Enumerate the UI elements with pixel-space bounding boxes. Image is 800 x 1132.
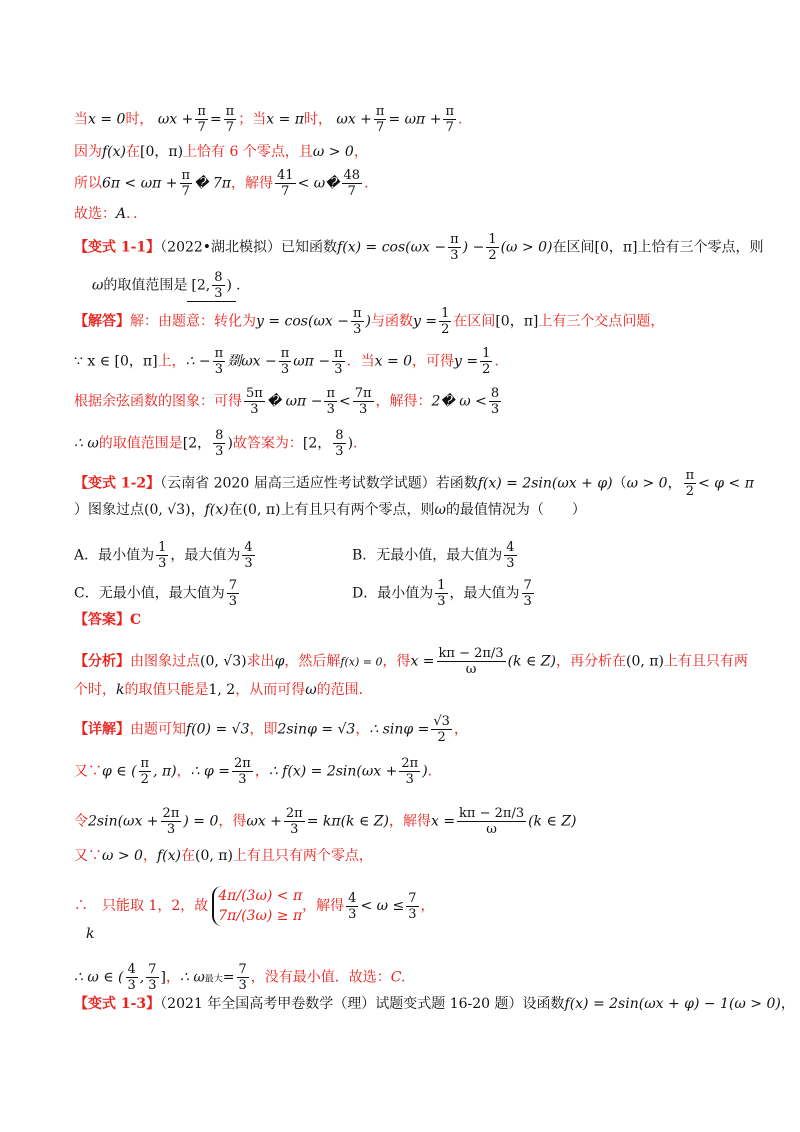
text: ，得 bbox=[218, 813, 247, 830]
math: = ωπ + bbox=[388, 111, 442, 128]
math: (0, π) bbox=[242, 502, 281, 518]
math: ∴ ω bbox=[179, 969, 205, 986]
text: . bbox=[353, 435, 358, 452]
fraction: $\frac{4}{3}$ bbox=[127, 962, 136, 993]
text: ， bbox=[667, 475, 682, 492]
math: (0, √3) bbox=[200, 653, 247, 670]
variant-1-3 bbox=[74, 994, 795, 1014]
math: , π) bbox=[153, 763, 177, 780]
math: ∴ f(x) = 2sin(ωx + bbox=[268, 763, 398, 780]
text: 的取值范围是 bbox=[103, 277, 188, 294]
text: ）图象过点 bbox=[74, 502, 144, 518]
math: ω bbox=[305, 682, 317, 698]
text: . bbox=[364, 175, 369, 192]
detail-line-4 bbox=[74, 846, 373, 866]
text: 在 bbox=[228, 502, 243, 518]
math: ) bbox=[227, 435, 233, 452]
text: （2021 年全国高考甲卷数学（理）试题变式题 16-20 题）设函数 bbox=[160, 996, 565, 1012]
fraction: $\frac{\pi}{3}$ bbox=[214, 346, 224, 377]
text: 上有且只有两个零点，则 bbox=[280, 502, 435, 518]
math: ) − bbox=[462, 239, 485, 256]
fraction: $\frac{\pi}{3}$ bbox=[334, 346, 343, 377]
fraction: $\frac{2\pi}{3}$ bbox=[401, 756, 419, 787]
math: < φ < π bbox=[698, 475, 754, 492]
text: 解：由题意：转化为 bbox=[130, 313, 256, 330]
text: ， bbox=[353, 144, 368, 160]
math: φ ∈ ( bbox=[102, 763, 137, 780]
text: ，最大值为 bbox=[449, 585, 520, 602]
text: 根据余弦函数的图象：可得 bbox=[74, 393, 242, 410]
math: , bbox=[139, 969, 145, 986]
fraction: $\frac{1}{2}$ bbox=[488, 232, 497, 263]
solution-1-1-line-4 bbox=[74, 428, 357, 459]
text: 当 bbox=[74, 111, 88, 128]
math: f(x) = 2sin(ωx + φ) bbox=[477, 475, 613, 492]
fraction: $\frac{8}{3}$ bbox=[490, 386, 500, 417]
text: 上恰有三个零点，则 bbox=[637, 239, 764, 256]
math: ωπ − bbox=[293, 353, 331, 370]
option-a[interactable] bbox=[74, 540, 257, 571]
math: C. bbox=[390, 969, 406, 986]
math: f(x) bbox=[102, 144, 127, 160]
math: [0，π] bbox=[594, 239, 638, 256]
math: [0，π] bbox=[495, 313, 539, 330]
math: ) bbox=[365, 313, 371, 330]
math: f(x) = 2sin(ωx + φ) − 1(ω > 0) bbox=[564, 996, 781, 1012]
text: ．当 bbox=[346, 353, 375, 370]
text: （2022•湖北模拟）已知函数 bbox=[160, 239, 338, 256]
math: f(0) = √3 bbox=[186, 721, 250, 738]
fraction: $\frac{7}{3}$ bbox=[228, 578, 237, 609]
solution-line-2 bbox=[74, 142, 368, 162]
text: 上有且只有两个零点， bbox=[232, 848, 373, 864]
analysis-tag: 【分析】 bbox=[74, 653, 130, 670]
text: ， bbox=[176, 763, 191, 780]
solution-1-1-line-1 bbox=[74, 306, 664, 337]
math: 2� ω < bbox=[431, 393, 487, 410]
math: = bbox=[209, 111, 222, 128]
analysis-line-2 bbox=[74, 680, 373, 700]
text: ， bbox=[190, 502, 205, 518]
text: ，解得 bbox=[302, 898, 345, 914]
detail-tag: 【详解】 bbox=[74, 721, 130, 738]
math: � 7π bbox=[194, 175, 232, 192]
text: 的取值范围是 bbox=[98, 435, 183, 452]
solution-1-1-line-2 bbox=[74, 346, 499, 377]
text: 的范围． bbox=[316, 682, 373, 698]
text: ，可得 bbox=[412, 353, 455, 370]
text: ，没有最小值．故选： bbox=[250, 969, 391, 986]
math: ∵ x ∈ [0，π] bbox=[74, 353, 158, 370]
math: 1, 2 bbox=[208, 682, 236, 698]
text: 的最值情况为（ ） bbox=[445, 502, 586, 518]
text: ，即 bbox=[249, 721, 278, 738]
math: x = 0 bbox=[374, 353, 413, 370]
fraction: $\frac{1}{3}$ bbox=[437, 578, 446, 609]
text: 在 bbox=[180, 848, 195, 864]
text: ．． bbox=[126, 206, 148, 222]
text: . bbox=[427, 763, 433, 780]
fraction: $\frac{7}{3}$ bbox=[238, 962, 247, 993]
math: 剟ωx − bbox=[227, 353, 277, 370]
fraction: $\frac{1}{2}$ bbox=[482, 346, 491, 377]
text: ；当 bbox=[238, 111, 267, 128]
fraction: $\frac{\pi}{7}$ bbox=[181, 168, 191, 199]
fraction: $\frac{\pi}{3}$ bbox=[352, 306, 362, 337]
fraction: $\frac{\pi}{3}$ bbox=[326, 386, 335, 417]
math: ] bbox=[160, 969, 166, 986]
text: ，再分析在 bbox=[555, 653, 626, 670]
math: ∴ φ = bbox=[190, 763, 230, 780]
text: ， bbox=[254, 763, 269, 780]
fraction: $\frac{k\pi - 2\pi/3}{\omega}$ bbox=[438, 646, 504, 677]
inequality-1: 4π/(3ω) < π bbox=[218, 888, 303, 904]
variant-1-1 bbox=[74, 232, 764, 263]
math: (0, π) bbox=[625, 653, 664, 670]
option-d[interactable] bbox=[352, 578, 536, 609]
solution-line-4 bbox=[74, 204, 147, 224]
text: （云南省 2020 届高三适应性考试数学试题）若函数 bbox=[160, 475, 478, 492]
math: f(x) bbox=[156, 848, 181, 864]
fraction: $\frac{1}{3}$ bbox=[158, 540, 167, 571]
math: A bbox=[116, 206, 127, 222]
variant-tag: 【变式 1-1】 bbox=[74, 239, 161, 256]
fraction: $\frac{2\pi}{3}$ bbox=[234, 756, 251, 787]
text: 上， bbox=[157, 353, 186, 370]
math: ∴ sinφ = bbox=[369, 721, 430, 738]
math: � ωπ − bbox=[266, 393, 323, 410]
text: B．无最小值，最大值为 bbox=[352, 547, 503, 564]
text: ， bbox=[355, 721, 370, 738]
math: ωx + bbox=[157, 111, 194, 128]
variant-tag: 【变式 1-2】 bbox=[74, 475, 161, 492]
subscript: 最大 bbox=[204, 974, 223, 985]
answer-tag: 【答案】 bbox=[74, 612, 130, 628]
math: x = bbox=[410, 653, 435, 670]
math: k bbox=[86, 926, 95, 942]
fraction: $\frac{7}{3}$ bbox=[148, 962, 157, 993]
option-b[interactable] bbox=[352, 540, 519, 571]
detail-line-5 bbox=[74, 886, 435, 926]
inequality-system bbox=[212, 886, 302, 926]
solution-1-1-line-3 bbox=[74, 386, 503, 417]
math: x = bbox=[430, 813, 456, 830]
variant-1-2 bbox=[74, 468, 754, 499]
fraction: $\frac{41}{7}$ bbox=[277, 168, 294, 199]
text: ，解得 bbox=[231, 175, 274, 192]
variant-1-1-cont bbox=[92, 270, 240, 302]
fraction: $\frac{7}{3}$ bbox=[408, 890, 417, 922]
text: C．无最小值，最大值为 bbox=[74, 585, 225, 602]
option-c[interactable] bbox=[74, 578, 241, 609]
text: （ bbox=[612, 475, 627, 492]
math: y = bbox=[412, 313, 438, 330]
math: < ω� bbox=[297, 175, 340, 192]
fraction: $\frac{7\pi}{3}$ bbox=[354, 386, 372, 417]
fraction: $\frac{√3}{2}$ bbox=[433, 714, 450, 745]
text: 在区间 bbox=[552, 239, 595, 256]
text: 时， bbox=[125, 111, 154, 128]
math: f(x) = cos(ωx − bbox=[337, 239, 447, 256]
text: 由题可知 bbox=[130, 721, 186, 738]
text: 与函数 bbox=[370, 313, 413, 330]
detail-line-3 bbox=[74, 806, 577, 837]
detail-line-2 bbox=[74, 756, 432, 787]
math: ∴ − bbox=[185, 353, 211, 370]
math: [0，π) bbox=[140, 144, 184, 160]
math: ∴ ω ∈ ( bbox=[74, 969, 124, 986]
fraction: $\frac{\pi}{2}$ bbox=[140, 756, 150, 787]
fraction: $\frac{48}{7}$ bbox=[343, 168, 361, 199]
math: f(x) = 0 bbox=[340, 655, 383, 669]
math: y = cos(ωx − bbox=[256, 313, 349, 330]
text: 所以 bbox=[74, 175, 102, 192]
math: x = 0 bbox=[88, 111, 126, 128]
fraction: $\frac{\pi}{7}$ bbox=[445, 104, 454, 135]
text: D．最小值为 bbox=[352, 585, 434, 602]
text: 在区间 bbox=[453, 313, 496, 330]
text: 故选： bbox=[74, 206, 116, 222]
text: 上恰有 6 个零点，且 bbox=[183, 144, 313, 160]
text: ，得 bbox=[382, 653, 411, 670]
text: 又∵ bbox=[74, 848, 102, 864]
text: 求出 bbox=[246, 653, 275, 670]
text: 上有三个交点问题， bbox=[538, 313, 665, 330]
fraction: $\frac{\pi}{2}$ bbox=[685, 468, 695, 499]
fraction: $\frac{5\pi}{3}$ bbox=[246, 386, 263, 417]
detail-line-6 bbox=[74, 962, 405, 993]
math: 2sin(ωx + bbox=[88, 813, 159, 830]
text: 在 bbox=[126, 144, 141, 160]
text: ，然后解 bbox=[284, 653, 341, 670]
text: 故答案为： bbox=[232, 435, 303, 452]
text: ， bbox=[780, 996, 795, 1012]
math: ωx + bbox=[246, 813, 282, 830]
fraction: $\frac{8}{3}$ bbox=[215, 428, 224, 459]
text: ， bbox=[142, 848, 157, 864]
math: ) = 0 bbox=[183, 813, 219, 830]
text: A．最小值为 bbox=[74, 547, 155, 564]
math: ω > 0 bbox=[102, 848, 143, 864]
math: [2， bbox=[302, 435, 332, 452]
math: φ bbox=[274, 653, 285, 670]
math: = kπ(k ∈ Z) bbox=[306, 813, 389, 830]
fraction: $\frac{\pi}{3}$ bbox=[280, 346, 290, 377]
text: 的取值只能是 bbox=[124, 682, 209, 698]
fraction: $\frac{\pi}{3}$ bbox=[450, 232, 459, 263]
math: < ω ≤ bbox=[360, 898, 405, 914]
text: ，最大值为 bbox=[170, 547, 241, 564]
inequality-2: 7π/(3ω) ≥ π bbox=[218, 908, 303, 924]
math: (k ∈ Z) bbox=[528, 813, 577, 830]
text: ，解得： bbox=[375, 393, 432, 410]
fraction: $\frac{\pi}{7}$ bbox=[197, 104, 206, 135]
math: x = π bbox=[266, 111, 304, 128]
fraction: $\frac{k\pi - 2\pi/3}{\omega}$ bbox=[459, 806, 525, 837]
text: ， bbox=[165, 969, 180, 986]
fraction: $\frac{\pi}{7}$ bbox=[375, 104, 385, 135]
fraction: $\frac{2\pi}{3}$ bbox=[162, 806, 180, 837]
math: ω bbox=[92, 277, 104, 294]
math: ωx + bbox=[336, 111, 372, 128]
text: ，解得 bbox=[388, 813, 431, 830]
fraction: $\frac{1}{2}$ bbox=[441, 306, 450, 337]
text: ， bbox=[453, 721, 468, 738]
math: ) bbox=[347, 435, 354, 452]
fraction: $\frac{2\pi}{3}$ bbox=[285, 806, 303, 837]
variant-1-2-cont bbox=[74, 500, 586, 520]
text: 由图象过点 bbox=[130, 653, 200, 670]
math: y = bbox=[454, 353, 479, 370]
analysis-line-1 bbox=[74, 646, 748, 677]
math: k bbox=[116, 682, 125, 698]
text: . bbox=[236, 277, 241, 294]
fraction: $\frac{7}{3}$ bbox=[523, 578, 532, 609]
math: ∴ ω bbox=[74, 435, 99, 452]
math: ω > 0 bbox=[312, 144, 354, 160]
math: [2， bbox=[182, 435, 212, 452]
text: ， bbox=[420, 898, 435, 914]
math: ω > 0 bbox=[626, 475, 668, 492]
text: 令 bbox=[74, 813, 88, 830]
math: ) bbox=[422, 763, 428, 780]
math: = bbox=[222, 969, 235, 986]
answer-line bbox=[74, 610, 141, 630]
text: 又∵ bbox=[74, 763, 102, 780]
text: . bbox=[457, 111, 463, 128]
fraction: $\frac{4}{3}$ bbox=[244, 540, 253, 571]
solution-tag: 【解答】 bbox=[74, 313, 130, 330]
variant-tag: 【变式 1-3】 bbox=[74, 996, 161, 1012]
text: ∴ 只能取 1，2，故 bbox=[74, 898, 209, 914]
math: (k ∈ Z) bbox=[507, 653, 556, 670]
math: 6π < ωπ + bbox=[102, 175, 178, 192]
math: < bbox=[338, 393, 351, 410]
math: (0, √3) bbox=[144, 502, 191, 518]
text: 上有且只有两 bbox=[663, 653, 748, 670]
fraction: $\frac{8}{3}$ bbox=[335, 428, 344, 459]
text: 因为 bbox=[74, 144, 102, 160]
fraction: $\frac{4}{3}$ bbox=[348, 890, 357, 922]
answer-value: C bbox=[130, 612, 142, 628]
text: ，从而可得 bbox=[235, 682, 306, 698]
text: . bbox=[494, 353, 499, 370]
solution-line-1 bbox=[74, 104, 462, 135]
k-label bbox=[86, 924, 94, 944]
answer-blank: [2, $\frac{8}{3}$ ) bbox=[187, 270, 236, 302]
math: ω bbox=[434, 502, 446, 518]
math: (ω > 0) bbox=[500, 239, 553, 256]
text: 时， bbox=[303, 111, 332, 128]
fraction: $\frac{4}{3}$ bbox=[506, 540, 515, 571]
solution-line-3 bbox=[74, 168, 369, 199]
math: 2sinφ = √3 bbox=[277, 721, 356, 738]
math: f(x) bbox=[204, 502, 229, 518]
math: (0, π) bbox=[194, 848, 233, 864]
text: 个时， bbox=[74, 682, 116, 698]
fraction: $\frac{\pi}{7}$ bbox=[225, 104, 235, 135]
detail-line-1 bbox=[74, 714, 468, 745]
